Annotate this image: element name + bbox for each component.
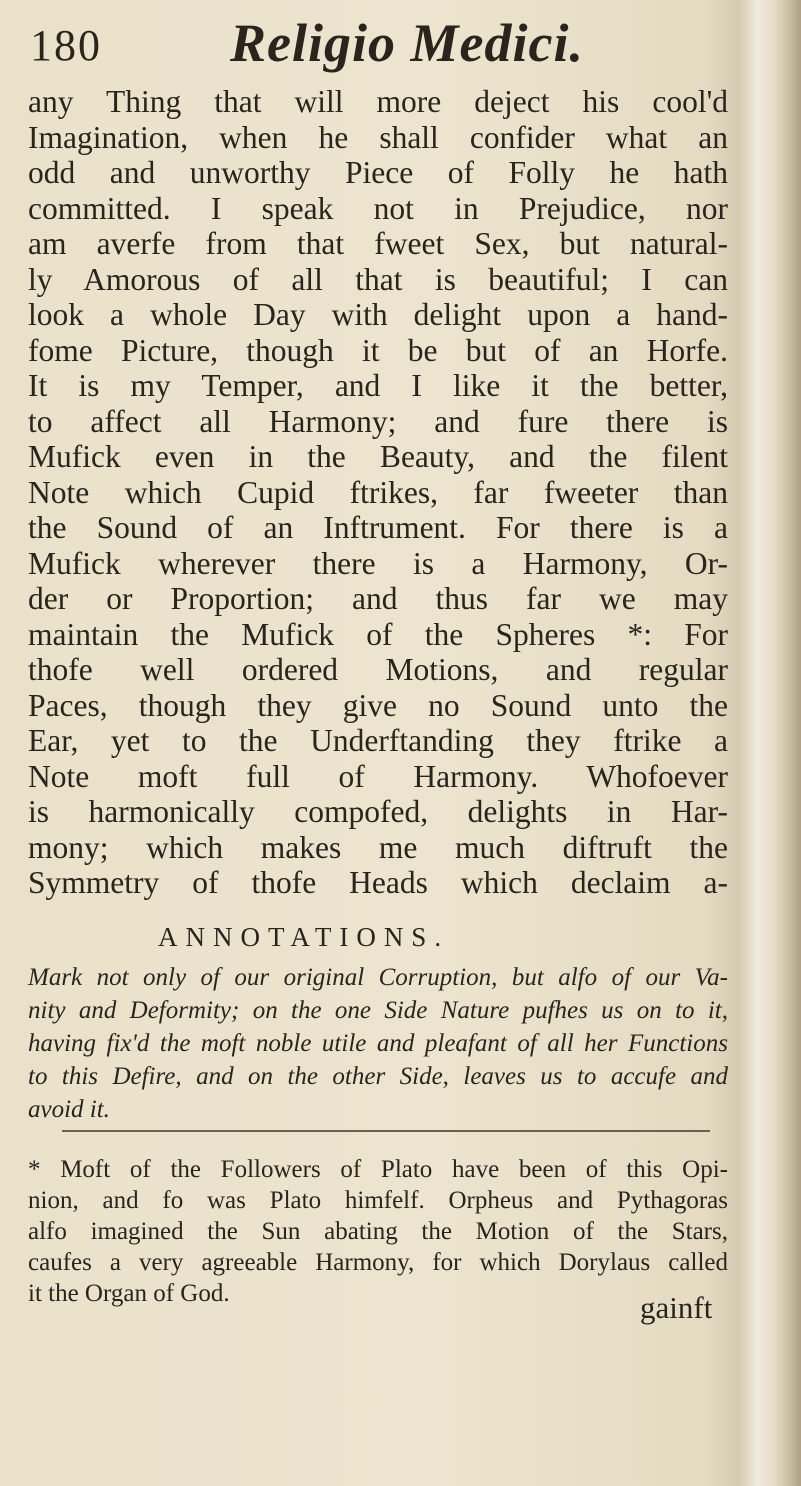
annotations-heading: ANNOTATIONS. xyxy=(158,922,450,952)
body-line: fome Picture, though it be but of an Horfe. xyxy=(28,332,728,368)
body-line: maintain the Mufick of the Spheres *: For xyxy=(28,616,728,652)
annotation-line: avoid it. xyxy=(28,1096,110,1123)
catchword: gainft xyxy=(640,1290,713,1325)
body-line: Imagination, when he shall confider what an xyxy=(28,119,728,155)
footnote-line: nion, and fo was Plato himfelf. Orpheus and Pythagoras xyxy=(28,1187,728,1214)
body-line: odd and unworthy Piece of Folly he hath xyxy=(28,155,728,190)
annotation-line: Mark not only of our original Corruption, but alfo of our Va- xyxy=(28,964,728,991)
body-line: Symmetry of thofe Heads which declaim a- xyxy=(28,865,728,900)
body-line: the Sound of an Inftrument. For there is a xyxy=(28,510,728,545)
body-line: ly Amorous of all that is beautiful; I can xyxy=(28,261,728,297)
body-line: It is my Temper, and I like it the better, xyxy=(28,368,728,403)
running-title: Religio Medici. xyxy=(230,13,584,73)
body-line: any Thing that will more deject his cool'd xyxy=(28,84,728,119)
footnote-line: caufes a very agreeable Harmony, for which Dorylaus called xyxy=(28,1249,728,1276)
page-header xyxy=(30,8,720,72)
annotations-text xyxy=(28,961,728,1126)
body-line: Mufick wherever there is a Harmony, Or- xyxy=(28,545,728,581)
page-gutter xyxy=(739,0,801,1486)
body-line: committed. I speak not in Prejudice, nor xyxy=(28,190,728,226)
body-line: Note moft full of Harmony. Whofoever xyxy=(28,758,728,794)
body-line: am averfe from that fweet Sex, but natural- xyxy=(28,226,728,261)
body-line: der or Proportion; and thus far we may xyxy=(28,581,728,616)
footnote-line: * Moft of the Followers of Plato have been of this Opi- xyxy=(28,1156,728,1183)
body-line: Note which Cupid ftrikes, far fweeter than xyxy=(28,474,728,510)
body-line: Paces, though they give no Sound unto the xyxy=(28,687,728,723)
body-line: mony; which makes me much diftruft the xyxy=(28,829,728,865)
divider-rule xyxy=(62,1130,710,1132)
body-line: is harmonically compofed, delights in Har- xyxy=(28,794,728,829)
footnote xyxy=(28,1154,728,1309)
footnote-line: alfo imagined the Sun abating the Motion of the Stars, xyxy=(28,1218,728,1245)
body-line: Mufick even in the Beauty, and the filent xyxy=(28,439,728,474)
body-line: thofe well ordered Motions, and regular xyxy=(28,652,728,687)
annotation-line: to this Defire, and on the other Side, leaves us to accufe and xyxy=(28,1063,728,1090)
footnote-line: it the Organ of God. xyxy=(28,1280,230,1307)
page-number: 180 xyxy=(30,21,102,70)
body-line: to affect all Harmony; and fure there is xyxy=(28,403,728,439)
body-line: Ear, yet to the Underftanding they ftrike a xyxy=(28,723,728,758)
body-line: look a whole Day with delight upon a hand- xyxy=(28,297,728,332)
body-text xyxy=(28,84,728,901)
annotation-line: nity and Deformity; on the one Side Nature pufhes us on to it, xyxy=(28,997,728,1024)
annotation-line: having fix'd the moft noble utile and pleafant of all her Functions xyxy=(28,1030,728,1057)
